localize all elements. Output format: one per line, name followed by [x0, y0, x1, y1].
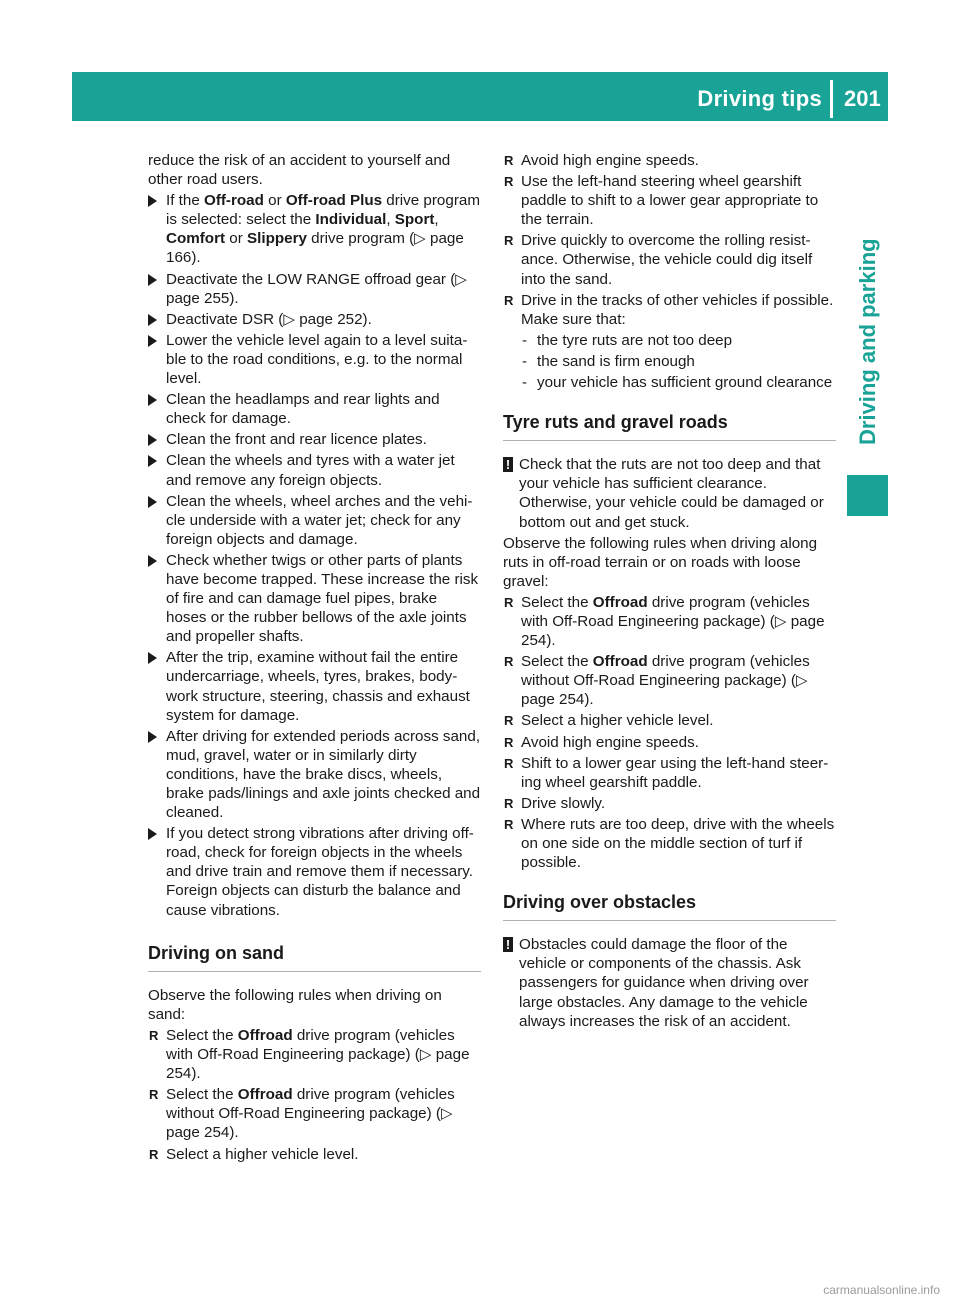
step-arrow-icon: [148, 731, 157, 743]
bold-term: Offroad: [592, 653, 648, 671]
bullet-marker-icon: R: [149, 1027, 159, 1043]
warning-icon: !: [503, 937, 513, 952]
step-arrow-icon: [148, 274, 157, 286]
step-arrow-icon: [148, 394, 157, 406]
sand-bullet-list: [148, 1026, 481, 1164]
sand-intro: Observe the following rules when driving on sand:: [148, 986, 442, 1023]
item-text: Where ruts are too deep, drive with the wheels on one side on the middle section of turf if possible.: [521, 815, 835, 872]
page-number: 201: [844, 86, 881, 111]
instruction-step: [148, 551, 481, 646]
footer-watermark: carmanualsonline.info: [823, 1283, 940, 1297]
bullet-marker-icon: R: [504, 292, 514, 308]
instruction-step: [148, 492, 481, 549]
bullet-marker-icon: R: [504, 654, 514, 670]
item-text: Deactivate DSR (▷ page 252).: [166, 310, 372, 328]
bold-term: Off-road: [204, 192, 264, 210]
bold-term: Offroad: [592, 593, 648, 611]
item-text: If you detect strong vibrations after driving off-road, check for foreign objects in the wheels and drive train and remove them if necessary. Foreign objects can disturb the balance and cause vibrations.: [166, 825, 474, 919]
bold-term: Offroad: [237, 1086, 293, 1104]
ruts-heading: Tyre ruts and gravel roads: [503, 413, 836, 441]
dash-marker-icon: -: [522, 352, 528, 370]
item-text: Select the Offroad drive program (vehicles with Off-Road Engineering package) (▷ page 254).: [521, 593, 825, 650]
list-item: [503, 794, 836, 813]
check-item: [503, 373, 836, 392]
instruction-step: [148, 270, 481, 308]
item-text: Check whether twigs or other parts of plants have become trapped. These increase the risk of fire and can damage fuel pipes, brake hoses or the rubber bellows of the axle joints and propeller shafts.: [166, 551, 479, 646]
list-item: [503, 231, 836, 288]
item-text: Avoid high engine speeds.: [521, 152, 699, 169]
bullet-marker-icon: R: [504, 594, 514, 610]
instruction-step: [148, 824, 481, 919]
item-text: Clean the front and rear licence plates.: [166, 431, 427, 449]
item-text: Drive quickly to overcome the rolling resistance. Otherwise, the vehicle could dig itself into the sand.: [521, 232, 813, 288]
bullet-marker-icon: R: [504, 755, 514, 771]
page-section-title: Driving tips: [697, 86, 822, 111]
instruction-step: [148, 191, 481, 267]
list-item: [503, 733, 836, 752]
right-column: [503, 151, 836, 1033]
obstacles-heading: Driving over obstacles: [503, 893, 836, 921]
item-text: Select the Offroad drive program (vehicles with Off-Road Engineering package) (▷ page 254).: [166, 1026, 470, 1083]
sand-heading: Driving on sand: [148, 944, 481, 972]
item-text: Deactivate the LOW RANGE offroad gear (▷ page 255).: [166, 270, 467, 307]
step-list: [148, 191, 481, 919]
left-column: [148, 151, 481, 1166]
ruts-intro: Observe the following rules when driving along ruts in off-road terrain or on roads with loose gravel:: [503, 534, 818, 590]
bold-term: Individual: [315, 211, 387, 229]
step-arrow-icon: [148, 314, 157, 326]
bullet-marker-icon: R: [504, 816, 514, 832]
header-divider: [830, 80, 833, 118]
step-arrow-icon: [148, 828, 157, 840]
bold-term: Comfort: [166, 230, 226, 248]
bullet-marker-icon: R: [504, 734, 514, 750]
check-item: [503, 352, 836, 371]
item-text: Clean the headlamps and rear lights and check for damage.: [166, 391, 440, 428]
ruts-bullet-list: [503, 593, 836, 872]
item-text: Drive slowly.: [521, 794, 606, 812]
step-arrow-icon: [148, 555, 157, 567]
step-arrow-icon: [148, 335, 157, 347]
item-text: Select the Offroad drive program (vehicles without Off-Road Engineering package) (▷ page 254).: [521, 653, 810, 709]
bullet-marker-icon: R: [149, 1087, 159, 1103]
item-text: the sand is firm enough: [537, 352, 695, 370]
obstacles-warning-text: Obstacles could damage the floor of the vehicle or components of the chassis. Ask passengers for guidance when driving over large obstacles. Any damage to the vehicle always increases the risk of an accident.: [519, 936, 809, 1030]
list-item: [503, 291, 836, 329]
instruction-step: [148, 390, 481, 428]
obstacles-warning: [503, 935, 836, 1030]
item-text: Drive in the tracks of other vehicles if possible. Make sure that:: [521, 291, 834, 328]
bullet-marker-icon: R: [504, 233, 514, 249]
item-text: Select the Offroad drive program (vehicles without Off-Road Engineering package) (▷ page 254).: [166, 1086, 455, 1142]
chapter-tab-marker: [847, 475, 888, 516]
step-arrow-icon: [148, 195, 157, 207]
dash-marker-icon: -: [522, 331, 528, 349]
item-text: Avoid high engine speeds.: [521, 733, 699, 751]
list-item: [503, 172, 836, 229]
list-item: [503, 593, 836, 650]
sand-bullet-list-continued: [503, 151, 836, 329]
list-item: [503, 151, 836, 170]
bold-term: Offroad: [237, 1026, 293, 1044]
chapter-tab-label: Driving and parking: [855, 238, 880, 445]
check-item: [503, 331, 836, 350]
list-item: [148, 1026, 481, 1083]
item-text: the tyre ruts are not too deep: [537, 331, 733, 349]
list-item: [503, 754, 836, 792]
instruction-step: [148, 310, 481, 329]
item-text: Clean the wheels, wheel arches and the vehicle underside with a water jet; check for any foreign objects and damage.: [166, 492, 473, 548]
item-text: If the Off-road or Off-road Plus drive program is selected: select the Individual, Sport, Comfort or Slippery drive program (▷ page 166).: [166, 192, 480, 267]
ruts-warning-text: Check that the ruts are not too deep and that your vehicle has sufficient clearance. Otherwise, your vehicle could be damaged or bottom out and get stuck.: [519, 456, 824, 531]
item-text: Select a higher vehicle level.: [521, 712, 714, 730]
bold-term: Slippery: [247, 230, 307, 248]
instruction-step: [148, 451, 481, 489]
instruction-step: [148, 648, 481, 724]
item-text: Shift to a lower gear using the left-hand steering wheel gearshift paddle.: [521, 754, 829, 791]
warning-icon: !: [503, 457, 513, 472]
instruction-step: [148, 727, 481, 822]
bullet-marker-icon: R: [149, 1146, 159, 1162]
bullet-marker-icon: R: [504, 795, 514, 811]
instruction-step: [148, 430, 481, 449]
list-item: [148, 1085, 481, 1142]
bullet-marker-icon: R: [504, 174, 514, 190]
item-text: After driving for extended periods across sand, mud, gravel, water or in similarly dirty conditions, have the brake discs, wheels, brake pads/linings and axle joints checked and cleaned.: [166, 727, 481, 822]
step-arrow-icon: [148, 652, 157, 664]
item-text: Select a higher vehicle level.: [166, 1145, 359, 1163]
item-text: Lower the vehicle level again to a level suitable to the road conditions, e.g. to the normal level.: [166, 331, 468, 388]
step-arrow-icon: [148, 455, 157, 467]
step-arrow-icon: [148, 434, 157, 446]
step-arrow-icon: [148, 496, 157, 508]
dash-marker-icon: -: [522, 374, 528, 392]
sand-check-list: [503, 331, 836, 392]
bullet-marker-icon: R: [504, 153, 514, 168]
item-text: your vehicle has sufficient ground clearance: [537, 374, 833, 392]
item-text: Use the left-hand steering wheel gearshift paddle to shift to a lower gear appropriate to the terrain.: [521, 173, 819, 229]
intro-paragraph: reduce the risk of an accident to yourself and other road users.: [148, 152, 451, 189]
bullet-marker-icon: R: [504, 713, 514, 729]
ruts-warning: [503, 455, 836, 531]
list-item: [503, 652, 836, 709]
bold-term: Sport: [394, 211, 435, 229]
bold-term: Off-road Plus: [285, 192, 383, 210]
item-text: After the trip, examine without fail the entire undercarriage, wheels, tyres, brakes, bodywork structure, steering, chassis and exhaust system for damage.: [166, 649, 470, 724]
item-text: Clean the wheels and tyres with a water jet and remove any foreign objects.: [166, 452, 455, 489]
list-item: [148, 1145, 481, 1164]
instruction-step: [148, 331, 481, 388]
list-item: [503, 711, 836, 730]
list-item: [503, 815, 836, 872]
